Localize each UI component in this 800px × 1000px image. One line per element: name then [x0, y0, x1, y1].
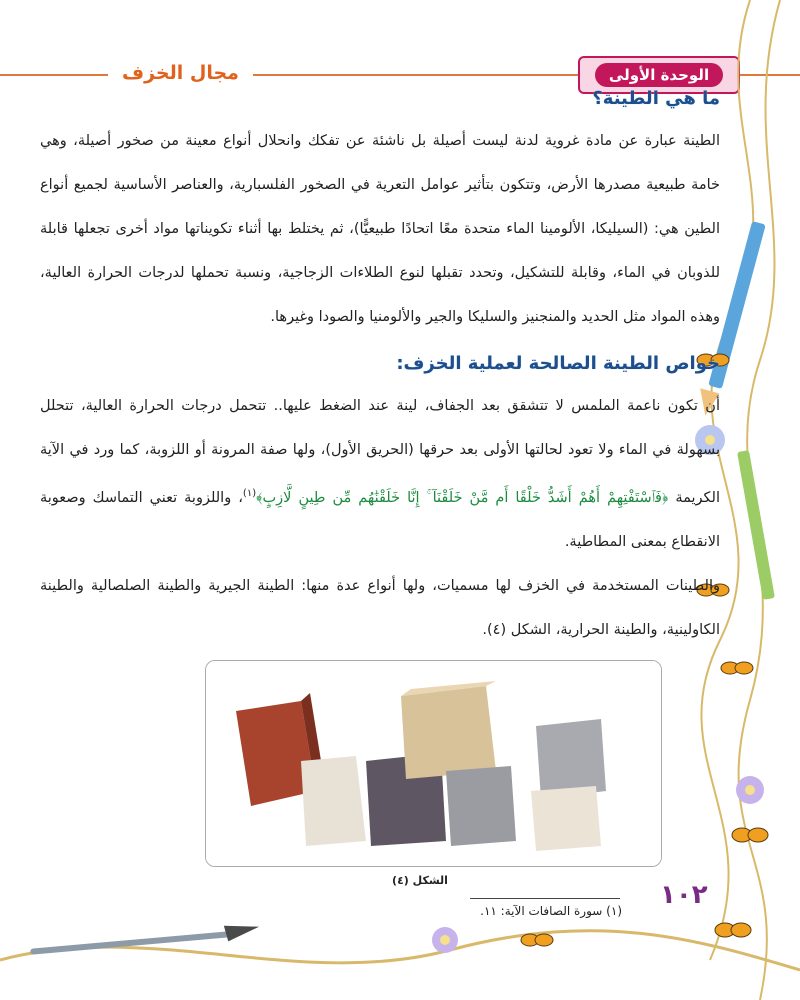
clay-block-beige [401, 681, 496, 779]
unit-label: الوحدة الأولى [595, 63, 723, 87]
butterfly-icon [521, 934, 553, 946]
heading-what-is-clay: ما هي الطينة؟ [592, 88, 720, 109]
clay-block-white [301, 756, 366, 846]
heading-clay-properties: خواص الطينة الصالحة لعملية الخزف: [396, 353, 720, 374]
paragraph-clay-types: والطينات المستخدمة في الخزف لها مسميات، ولها أنواع عدة منها: الطينة الجيرية والطينة الصلصالية والطينة الكاولينية، والطينة الحرارية، الشكل (٤). [40, 577, 720, 638]
butterfly-icon [732, 828, 768, 842]
page-number: ١٠٢ [660, 880, 708, 910]
clay-block-cream [531, 786, 601, 851]
footnote-ref: (١) [242, 488, 257, 499]
quran-verse: ﴿فَٱسْتَفْتِهِمْ أَهُمْ أَشَدُّ خَلْقًا أَم مَّنْ خَلَقْنَآ ۚ إِنَّا خَلَقْنَٰهُم مِّن طِينٍ لَّازِبٍ﴾ [256, 489, 669, 506]
text-properties-outro: ، واللزوبة تعني التماسك وصعوبة الانقطاع بمعنى المطاطية. [40, 489, 720, 550]
paragraph-clay-properties [40, 384, 720, 564]
butterfly-icon [721, 662, 753, 674]
figure-caption: الشكل (٤) [392, 874, 448, 887]
flower-icon [440, 935, 450, 945]
section-title: مجال الخزف [108, 58, 253, 88]
page-content [40, 88, 720, 652]
butterfly-icon [715, 923, 751, 937]
figure-clay-blocks [205, 660, 662, 867]
pencil-icon [737, 450, 775, 600]
swirl-decoration [0, 931, 800, 970]
paintbrush-icon [30, 923, 260, 955]
text-properties-intro: أن تكون ناعمة الملمس لا تتشقق بعد الجفاف، لينة عند الضغط عليها.. تتحمل درجات الحرارة العالية، تتحلل بسهولة في الماء ولا تعود لحالتها الأولى بعد حرقها (الحريق الأول)، ولها صفة المرونة أو اللزوبة، كما ورد في الآية الكريمة [40, 398, 720, 506]
footnote-text: (١) سورة الصافات الآية: ١١. [480, 904, 622, 918]
flower-icon [745, 785, 755, 795]
decorative-border-bottom [0, 900, 800, 1000]
clay-block-grey [446, 766, 516, 846]
paragraph-clay-definition: الطينة عبارة عن مادة غروية لدنة ليست أصيلة بل ناشئة عن تفكك وانحلال أنواع معينة من صخور أصيلة، وهي خامة طبيعية مصدرها الأرض، وتتكون بتأثير عوامل التعرية في الصخور الفلسبارية، والعناصر الأساسية لجميع أنواع الطين هي: (السيليكا، الألومينا الماء متحدة معًا اتحادًا طبيعيًّا)، ثم يختلط بها أثناء تكويناتها مواد أخرى تجعلها قابلة للذوبان في الماء، وقابلة للتشكيل، وتحدد تقبلها لنوع الطلاءات الزجاجية، ونسبة تحملها لدرجات الحرارة العالية، وهذه المواد مثل الحديد والمنجنيز والسليكا والجير والألومنيا والصودا وغيرها. [40, 133, 720, 325]
clay-blocks-photo [206, 661, 661, 866]
footnote-rule [470, 898, 620, 899]
